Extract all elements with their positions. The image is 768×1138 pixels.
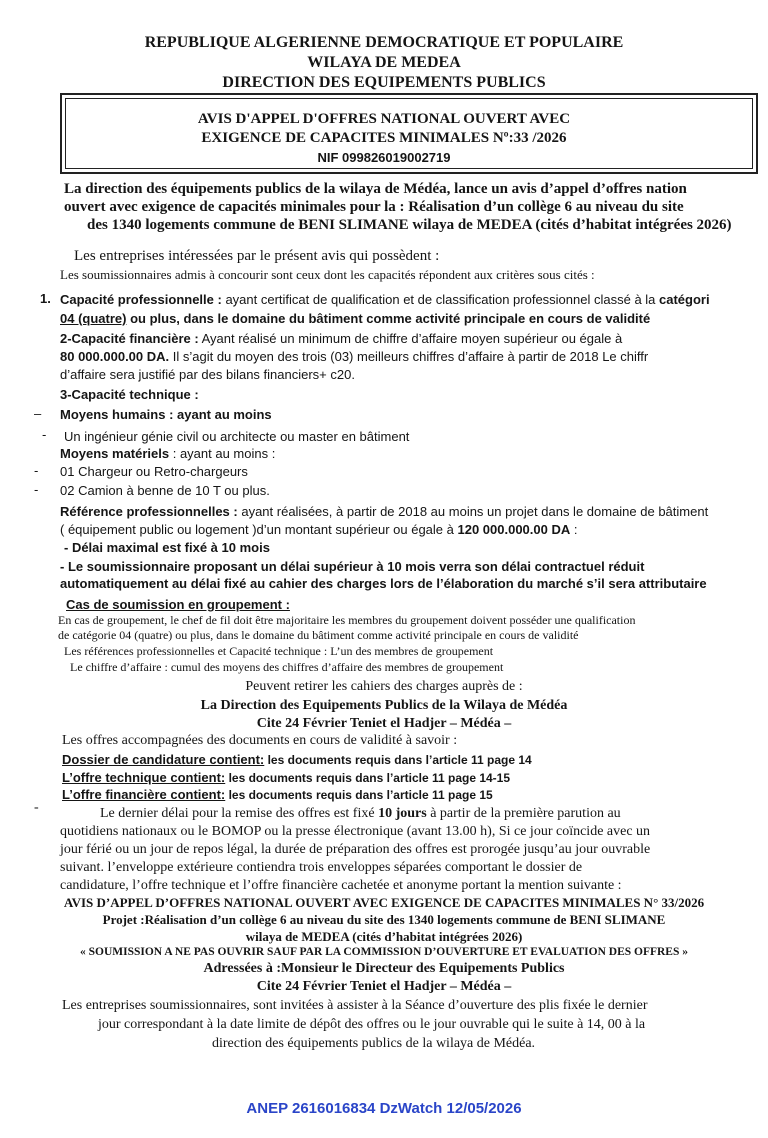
deadline-line-2: quotidiens nationaux ou le BOMOP ou la presse électronique (avant 13.00 h), Si ce jour coïncide avec un [60, 824, 651, 839]
material-means-item-1: 01 Chargeur ou Retro-chargeurs [60, 464, 248, 479]
documents-financial-label: L’offre financière contient: [62, 787, 226, 802]
documents-candidature-label: Dossier de candidature contient: [62, 752, 265, 767]
references-label: Référence professionnelles : [60, 504, 238, 519]
title-line-2: EXIGENCE DE CAPACITES MINIMALES Nº:33 /2026 [201, 130, 567, 146]
group-line-1: En cas de groupement, le chef de fil doit être majoritaire les membres du groupement doivent posséder une qualification [58, 613, 636, 627]
deadline-line-1-text: Le dernier délai pour la remise des offres est fixé [100, 806, 379, 821]
material-means-line [60, 446, 275, 461]
human-means-item: Un ingénieur génie civil ou architecte ou master en bâtiment [64, 429, 410, 444]
header-line-wilaya: WILAYA DE MEDEA [307, 54, 461, 71]
intro-line-2: ouvert avec exigence de capacités minimales pour la : Réalisation d’un collège 6 au niveau du site [64, 199, 684, 215]
header-line-direction: DIRECTION DES EQUIPEMENTS PUBLICS [222, 74, 546, 91]
professional-capacity-text: ayant certificat de qualification et de classification professionnel classé à la [221, 292, 660, 307]
intro-line-3: des 1340 logements commune de BENI SLIMANE wilaya de MEDEA (cités d’habitat intégrées 2026) [87, 217, 732, 233]
eligibility-line-1: Les entreprises intéressées par le présent avis qui possèdent : [74, 248, 440, 264]
professional-capacity-category: catégori [659, 292, 710, 307]
references-colon: : [570, 522, 578, 537]
financial-capacity-amount: 80 000.000.00 DA. [60, 349, 170, 364]
human-means-label: Moyens humains : ayant au moins [60, 407, 272, 422]
deadline-line-1 [100, 806, 621, 822]
invite-line-1: Les entreprises soumissionnaires, sont invitées à assister à la Séance d’ouverture des plis fixée le dernier [62, 998, 648, 1013]
intro-line-1: La direction des équipements publics de la wilaya de Médéa, lance un avis d’appel d’offres nation [64, 181, 687, 197]
financial-capacity-line-1 [60, 331, 622, 346]
dash-bullet: - [34, 482, 39, 497]
documents-candidature [62, 752, 532, 767]
material-means-text: : ayant au moins : [169, 446, 276, 461]
delay-penalty-line-1: - Le soumissionnaire proposant un délai supérieur à 10 mois verra son délai contractuel réduit [60, 559, 645, 574]
references-line-2 [60, 522, 577, 537]
references-line-2-text: ( équipement public ou logement )d’un montant supérieur ou égale à [60, 522, 458, 537]
nif-number: NIF 099826019002719 [317, 150, 451, 165]
professional-capacity-line-1 [60, 292, 710, 307]
professional-capacity-line-2 [60, 311, 650, 326]
title-line-1: AVIS D'APPEL D'OFFRES NATIONAL OUVERT AVEC [197, 111, 571, 127]
dash-bullet: – [34, 406, 42, 421]
documents-technical-text: les documents requis dans l’article 11 page 14-15 [225, 771, 511, 785]
financial-capacity-line-3: d’affaire sera justifié par des bilans financiers+ c20. [60, 367, 355, 382]
category-04-highlight: 04 (quatre) [60, 311, 127, 326]
documents-financial-text: les documents requis dans l’article 11 page 15 [225, 788, 493, 802]
group-line-3: Les références professionnelles et Capacité technique : L’un des membres de groupement [64, 644, 494, 658]
mention-line-4: « SOUMISSION A NE PAS OUVRIR SAUF PAR LA COMMISSION D’OUVERTURE ET EVALUATION DES OFFRES » [79, 946, 689, 958]
material-means-item-2: 02 Camion à benne de 10 T ou plus. [60, 483, 270, 498]
group-submission-title: Cas de soumission en groupement : [66, 597, 290, 612]
dash-bullet: - [34, 463, 39, 478]
deadline-days: 10 jours [378, 806, 427, 821]
financial-capacity-label: 2-Capacité financière : [60, 331, 199, 346]
deadline-line-5: candidature, l’offre technique et l’offre financière cachetée et anonyme portant la mention suivante : [60, 878, 622, 893]
financial-capacity-line-2 [60, 349, 648, 364]
references-amount: 120 000.000.00 DA [457, 522, 571, 537]
footer-reference: ANEP 2616016834 DzWatch 12/05/2026 [246, 1100, 522, 1117]
invite-line-2: jour correspondant à la date limite de dépôt des offres ou le jour ouvrable qui le suite à 14, 00 à la [98, 1017, 646, 1032]
deadline-line-1-tail: à partir de la première parution au [426, 806, 621, 821]
financial-capacity-text: Ayant réalisé un minimum de chiffre d’affaire moyen supérieur ou égale à [198, 331, 623, 346]
group-line-4: Le chiffre d’affaire : cumul des moyens des chiffres d’affaire des membres de groupement [70, 660, 504, 674]
deadline-line-3: jour férié ou un jour de repos légal, la durée de préparation des offres est prorogée jusqu’au jour ouvrable [60, 842, 651, 857]
mention-line-2: Projet :Réalisation d’un collège 6 au niveau du site des 1340 logements commune de BENI SLIMANE [102, 912, 666, 927]
deadline-line-4: suivant. l’enveloppe extérieure contiendra trois enveloppes séparées comportant le dossier de [60, 860, 583, 875]
documents-financial [62, 787, 493, 802]
dash-bullet: - [34, 800, 39, 815]
withdraw-line-3: Cite 24 Février Teniet el Hadjer – Médéa – [256, 716, 512, 731]
mention-line-6: Cite 24 Février Teniet el Hadjer – Médéa – [256, 979, 512, 994]
mention-line-1: AVIS D’APPEL D’OFFRES NATIONAL OUVERT AVEC EXIGENCE DE CAPACITES MINIMALES N° 33/2026 [63, 895, 705, 910]
max-delay-line: - Délai maximal est fixé à 10 mois [64, 540, 270, 555]
financial-capacity-line-2-text: Il s’agit du moyen des trois (03) meilleurs chiffres d’affaire à partir de 2018 Le chiffr [169, 349, 649, 364]
invite-line-3: direction des équipements publics de la wilaya de Médéa. [212, 1036, 536, 1051]
dash-bullet: - [42, 427, 47, 442]
material-means-label: Moyens matériels [60, 446, 170, 461]
header-line-republic: REPUBLIQUE ALGERIENNE DEMOCRATIQUE ET POPULAIRE [144, 34, 624, 51]
references-text: ayant réalisées, à partir de 2018 au moins un projet dans le domaine de bâtiment [237, 504, 709, 519]
documents-candidature-text: les documents requis dans l’article 11 page 14 [264, 753, 532, 767]
list-number-1: 1. [40, 291, 51, 306]
eligibility-line-2: Les soumissionnaires admis à concourir sont ceux dont les capacités répondent aux critères sous cités : [60, 267, 595, 282]
references-line-1 [60, 504, 708, 519]
documents-technical-label: L’offre technique contient: [62, 770, 226, 785]
mention-line-5: Adressées à :Monsieur le Directeur des Equipements Publics [203, 961, 565, 976]
withdraw-line-2: La Direction des Equipements Publics de la Wilaya de Médéa [200, 698, 568, 713]
professional-capacity-label: Capacité professionnelle : [60, 292, 222, 307]
withdraw-line-1: Peuvent retirer les cahiers des charges auprès de : [245, 679, 523, 694]
group-line-2: de catégorie 04 (quatre) ou plus, dans le domaine du bâtiment comme activité principale en cours de validité [58, 628, 579, 642]
documents-technical [62, 770, 510, 785]
delay-penalty-line-2: automatiquement au délai fixé au cahier des charges lors de l’élaboration du marché s’il sera attributaire [60, 576, 707, 591]
professional-capacity-line-2-text: ou plus, dans le domaine du bâtiment comme activité principale en cours de validité [126, 311, 651, 326]
technical-capacity-label: 3-Capacité technique : [60, 387, 199, 402]
mention-line-3: wilaya de MEDEA (cités d’habitat intégrées 2026) [245, 929, 523, 944]
documents-intro: Les offres accompagnées des documents en cours de validité à savoir : [62, 733, 458, 748]
